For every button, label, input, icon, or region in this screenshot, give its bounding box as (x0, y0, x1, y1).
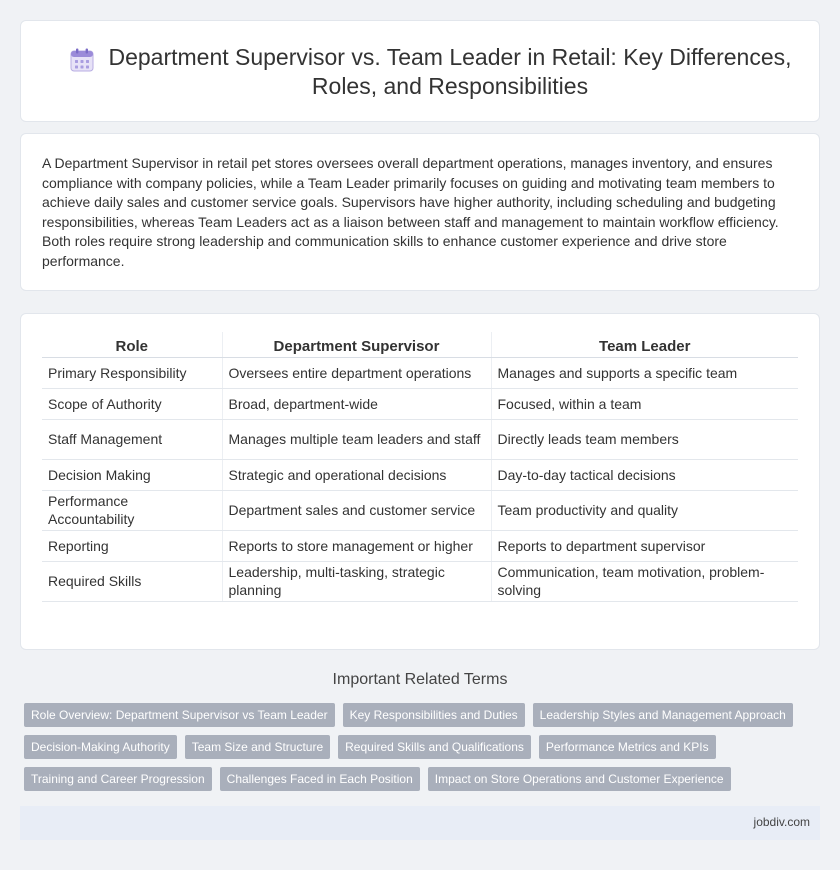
supervisor-cell: Manages multiple team leaders and staff (222, 419, 491, 459)
supervisor-cell: Department sales and customer service (222, 490, 491, 530)
table-row (42, 561, 798, 601)
row-label: Performance Accountability (42, 490, 222, 530)
related-term-tag[interactable]: Performance Metrics and KPIs (539, 735, 716, 759)
supervisor-cell: Oversees entire department operations (222, 357, 491, 388)
intro-card (20, 133, 820, 291)
table-row (42, 530, 798, 561)
team-leader-cell: Manages and supports a specific team (491, 357, 798, 388)
team-leader-cell: Team productivity and quality (491, 490, 798, 530)
related-term-tag[interactable]: Role Overview: Department Supervisor vs Team Leader (24, 703, 335, 727)
table-row (42, 419, 798, 459)
related-term-tag[interactable]: Challenges Faced in Each Position (220, 767, 420, 791)
table-row (42, 388, 798, 419)
table-row (42, 459, 798, 490)
table-row (42, 490, 798, 530)
table-header-row (42, 332, 798, 357)
supervisor-cell: Reports to store management or higher (222, 530, 491, 561)
header-department-supervisor: Department Supervisor (222, 332, 491, 357)
intro-paragraph: A Department Supervisor in retail pet stores oversees overall department operations, manages inventory, and ensures compliance with company policies, while a Team Leader primarily focuses on guiding and motivating team members to achieve daily sales and customer service goals. Supervisors have higher authority, including scheduling and budgeting responsibilities, whereas Team Leaders act as a liaison between staff and management to maintain workflow efficiency. Both roles require strong leadership and communication skills to enhance customer experience and drive store performance. (42, 155, 779, 269)
related-term-tag[interactable]: Team Size and Structure (185, 735, 330, 759)
footer-brand[interactable]: jobdiv.com (753, 815, 810, 829)
supervisor-cell: Broad, department-wide (222, 388, 491, 419)
comparison-table (42, 332, 798, 602)
row-label: Required Skills (42, 561, 222, 601)
header-card (20, 20, 820, 122)
supervisor-cell: Leadership, multi-tasking, strategic planning (222, 561, 491, 601)
related-term-tag[interactable]: Leadership Styles and Management Approach (533, 703, 793, 727)
header-team-leader: Team Leader (491, 332, 798, 357)
page-title: Department Supervisor vs. Team Leader in Retail: Key Differences, Roles, and Responsibilities (108, 44, 792, 99)
team-leader-cell: Communication, team motivation, problem-solving (491, 561, 798, 601)
related-terms-list (24, 703, 804, 791)
row-label: Primary Responsibility (42, 357, 222, 388)
related-term-tag[interactable]: Training and Career Progression (24, 767, 212, 791)
team-leader-cell: Reports to department supervisor (491, 530, 798, 561)
team-leader-cell: Focused, within a team (491, 388, 798, 419)
table-row (42, 357, 798, 388)
row-label: Decision Making (42, 459, 222, 490)
comparison-card (20, 313, 820, 650)
row-label: Scope of Authority (42, 388, 222, 419)
team-leader-cell: Directly leads team members (491, 419, 798, 459)
team-leader-cell: Day-to-day tactical decisions (491, 459, 798, 490)
row-label: Staff Management (42, 419, 222, 459)
footer-bar (20, 806, 820, 840)
supervisor-cell: Strategic and operational decisions (222, 459, 491, 490)
header-role: Role (42, 332, 222, 357)
calendar-icon (69, 47, 95, 73)
related-term-tag[interactable]: Required Skills and Qualifications (338, 735, 531, 759)
related-term-tag[interactable]: Impact on Store Operations and Customer Experience (428, 767, 731, 791)
related-term-tag[interactable]: Key Responsibilities and Duties (343, 703, 525, 727)
related-term-tag[interactable]: Decision-Making Authority (24, 735, 177, 759)
related-terms-heading: Important Related Terms (332, 671, 508, 688)
row-label: Reporting (42, 530, 222, 561)
